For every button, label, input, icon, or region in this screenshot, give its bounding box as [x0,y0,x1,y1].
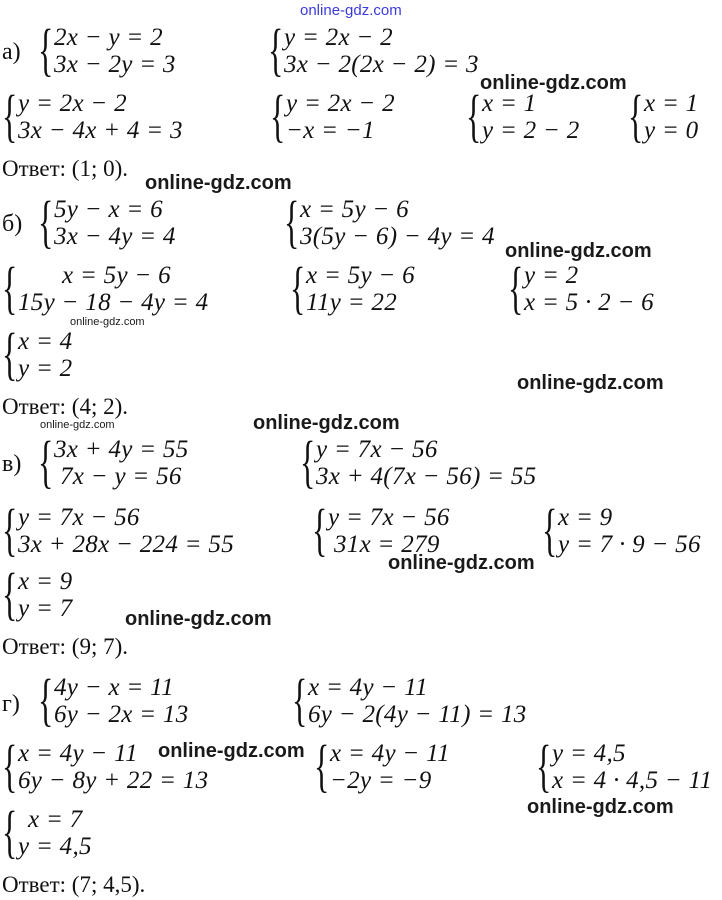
equation-system [314,733,450,798]
equation-system [542,497,701,562]
part-label: а) [2,39,21,65]
brace-icon: { [38,189,54,254]
part-label: в) [2,451,22,477]
equation-system [466,83,580,148]
brace-icon: { [292,667,308,732]
equation-system [508,255,654,320]
brace-icon: { [268,17,284,82]
equation: x = 9 [558,504,613,531]
equation: y = 2x − 2 [18,90,127,117]
equation: x = 5 · 2 − 6 [524,289,654,316]
equation-system [536,733,713,798]
equation-system [270,83,395,148]
part-label: г) [2,691,20,717]
watermark: online-gdz.com [70,316,145,328]
equation-system [268,17,479,82]
equation: −2y = −9 [330,767,432,794]
equation-system [290,255,415,320]
equation: x = 5y − 6 [62,262,171,289]
watermark: online-gdz.com [158,740,305,762]
watermark: online-gdz.com [125,608,272,630]
brace-icon: { [314,733,330,798]
brace-icon: { [542,497,558,562]
equation: 2x − y = 2 [54,24,163,51]
equation-system [2,561,73,626]
equation: y = 2x − 2 [286,90,395,117]
equation-system [2,799,92,864]
equation: 3x − 2(2x − 2) = 3 [284,51,479,78]
equation: 5y − x = 6 [54,196,163,223]
brace-icon: { [290,255,306,320]
equation: y = 4,5 [18,833,92,860]
equation: x = 7 [28,806,83,833]
equation-system [2,321,73,386]
brace-icon: { [2,255,18,320]
equation: y = 7 [18,595,73,622]
equation: 31x = 279 [334,531,440,558]
brace-icon: { [270,83,286,148]
equation: x = 4y − 11 [18,740,138,767]
watermark: online-gdz.com [253,412,400,434]
brace-icon: { [508,255,524,320]
brace-icon: { [466,83,482,148]
equation: 15y − 18 − 4y = 4 [18,289,209,316]
brace-icon: { [284,189,300,254]
equation: x = 1 [644,90,699,117]
watermark: online-gdz.com [505,240,652,262]
equation: 3x − 4y = 4 [54,223,176,250]
brace-icon: { [2,497,18,562]
equation: −x = −1 [286,117,375,144]
equation: 6y − 2x = 13 [54,701,189,728]
equation-system [2,497,235,562]
equation-system [38,189,176,254]
equation: 6y − 8y + 22 = 13 [18,767,209,794]
equation: 11y = 22 [306,289,398,316]
watermark-top: online-gdz.com [300,2,402,19]
watermark: online-gdz.com [480,72,627,94]
brace-icon: { [38,667,54,732]
equation-system [312,497,450,562]
equation-system [2,83,183,148]
equation: x = 5y − 6 [306,262,415,289]
equation: 3(5y − 6) − 4y = 4 [300,223,495,250]
equation: x = 4y − 11 [330,740,450,767]
answer: Ответ: (7; 4,5). [2,872,146,897]
answer: Ответ: (9; 7). [2,634,128,659]
equation: y = 7x − 56 [316,436,438,463]
equation: 7x − y = 56 [60,463,182,490]
equation: y = 2 [524,262,579,289]
watermark: online-gdz.com [527,796,674,818]
brace-icon: { [38,429,54,494]
answer: Ответ: (1; 0). [2,156,128,181]
equation: y = 4,5 [552,740,626,767]
equation: y = 7x − 56 [18,504,140,531]
brace-icon: { [312,497,328,562]
equation: y = 2 [18,355,73,382]
watermark: online-gdz.com [145,172,292,194]
equation: y = 7 · 9 − 56 [558,531,701,558]
equation: y = 2x − 2 [284,24,393,51]
brace-icon: { [2,83,18,148]
equation: x = 9 [18,568,73,595]
equation: 3x − 2y = 3 [54,51,176,78]
equation-system [38,17,176,82]
watermark: online-gdz.com [388,552,535,574]
equation: 6y − 2(4y − 11) = 13 [308,701,527,728]
equation: y = 7x − 56 [328,504,450,531]
brace-icon: { [628,83,644,148]
equation: y = 0 [644,117,699,144]
equation: 4y − x = 11 [54,674,174,701]
equation: 3x + 4y = 55 [54,436,189,463]
equation: x = 1 [482,90,537,117]
equation: y = 2 − 2 [482,117,580,144]
equation-system [292,667,527,732]
equation: x = 5y − 6 [300,196,409,223]
equation: 3x + 28x − 224 = 55 [18,531,235,558]
equation: x = 4 [18,328,73,355]
watermark: online-gdz.com [40,419,115,431]
equation-system [284,189,495,254]
equation-system [300,429,537,494]
equation: x = 4y − 11 [308,674,428,701]
equation: x = 4 · 4,5 − 11 [552,767,713,794]
answer: Ответ: (4; 2). [2,394,128,419]
brace-icon: { [38,17,54,82]
brace-icon: { [2,321,18,386]
brace-icon: { [2,799,18,864]
brace-icon: { [536,733,552,798]
watermark: online-gdz.com [517,372,664,394]
equation-system [38,429,189,494]
equation: 3x − 4x + 4 = 3 [18,117,183,144]
equation-system [2,255,209,320]
equation-system [38,667,189,732]
brace-icon: { [2,733,18,798]
brace-icon: { [2,561,18,626]
equation-system [2,733,209,798]
equation: 3x + 4(7x − 56) = 55 [316,463,537,490]
part-label: б) [2,211,23,237]
equation-system [628,83,699,148]
brace-icon: { [300,429,316,494]
